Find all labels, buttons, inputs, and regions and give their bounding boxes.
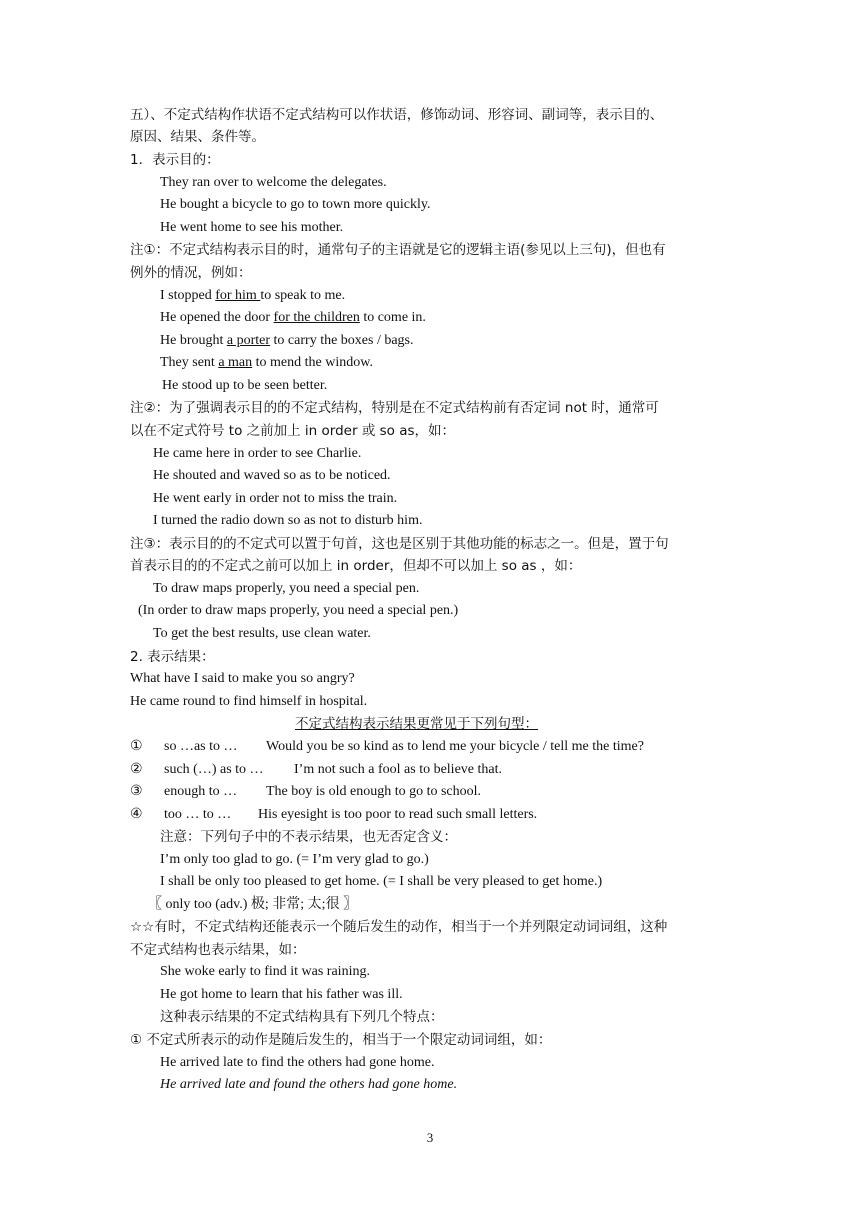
example-sentence: They ran over to welcome the delegates. bbox=[160, 175, 387, 190]
sentence-part: He opened the door bbox=[160, 310, 274, 325]
note-2: 注②：为了强调表示目的的不定式结构，特别是在不定式结构前有否定词 not 时，通常可 bbox=[130, 400, 659, 416]
pattern-example: His eyesight is too poor to read such small letters. bbox=[258, 807, 538, 822]
note-1-cont: 例外的情况，例如： bbox=[130, 265, 252, 281]
vocab-note: 〖 only too (adv.) 极; 非常; 太;很 〗 bbox=[148, 897, 358, 912]
example-sentence: What have I said to make you so angry? bbox=[130, 671, 355, 686]
example-sentence: He shouted and waved so as to be noticed. bbox=[153, 468, 391, 483]
pattern-number: ③ bbox=[130, 784, 143, 799]
star-note: ☆☆有时，不定式结构还能表示一个随后发生的动作，相当于一个并列限定动词词组，这种 bbox=[130, 919, 668, 935]
note-1: 注①：不定式结构表示目的时，通常句子的主语就是它的逻辑主语(参见以上三句)，但也有 bbox=[130, 242, 666, 258]
pattern-number: ② bbox=[130, 762, 143, 777]
sentence-part: He brought bbox=[160, 333, 227, 348]
underlined-subject: for the children bbox=[273, 310, 360, 325]
pattern-form: too … to … bbox=[164, 807, 232, 822]
underlined-subject: a man bbox=[218, 355, 253, 370]
section-heading-cont: 原因、结果、条件等。 bbox=[130, 129, 265, 145]
note-attention: 注意：下列句子中的不表示结果，也无否定含义： bbox=[160, 829, 457, 845]
pattern-form: enough to … bbox=[164, 784, 238, 799]
example-sentence: He came round to find himself in hospital. bbox=[130, 694, 368, 709]
pattern-row bbox=[130, 806, 537, 824]
example-sentence: He bought a bicycle to go to town more quickly. bbox=[160, 197, 431, 212]
example-sentence bbox=[160, 332, 414, 350]
example-sentence: He came here in order to see Charlie. bbox=[153, 446, 362, 461]
pattern-example: I’m not such a fool as to believe that. bbox=[294, 762, 502, 777]
section-heading: 五）、不定式结构作状语不定式结构可以作状语，修饰动词、形容词、副词等，表示目的、 bbox=[130, 107, 664, 123]
pattern-example: The boy is old enough to go to school. bbox=[266, 784, 482, 799]
subheading-purpose: 1．表示目的： bbox=[130, 152, 220, 168]
example-sentence bbox=[160, 287, 345, 305]
pattern-row bbox=[130, 761, 502, 779]
underlined-subject: for him bbox=[215, 288, 261, 303]
pattern-form: such (…) as to … bbox=[164, 762, 264, 777]
example-sentence bbox=[160, 309, 426, 327]
example-sentence: I shall be only too pleased to get home. (= I shall be very pleased to get home.) bbox=[160, 874, 603, 889]
sentence-part: They sent bbox=[160, 355, 219, 370]
example-sentence: He went home to see his mother. bbox=[160, 220, 344, 235]
example-sentence bbox=[160, 354, 373, 372]
pattern-row bbox=[130, 738, 644, 756]
example-sentence: He got home to learn that his father was ill. bbox=[160, 987, 403, 1002]
pattern-heading: 不定式结构表示结果更常见于下列句型： bbox=[295, 716, 538, 732]
pattern-row bbox=[130, 783, 481, 801]
pattern-example: Would you be so kind as to lend me your bicycle / tell me the time? bbox=[266, 739, 644, 754]
feature-1: ① 不定式所表示的动作是随后发生的，相当于一个限定动词词组，如： bbox=[130, 1032, 552, 1048]
note-3-cont: 首表示目的的不定式之前可以加上 in order，但却不可以加上 so as ，如： bbox=[130, 558, 582, 574]
example-sentence: I turned the radio down so as not to disturb him. bbox=[153, 513, 423, 528]
example-sentence: He went early in order not to miss the train. bbox=[153, 491, 398, 506]
underlined-subject: a porter bbox=[226, 333, 271, 348]
example-sentence: She woke early to find it was raining. bbox=[160, 964, 370, 979]
example-sentence: He arrived late to find the others had gone home. bbox=[160, 1055, 435, 1070]
example-sentence: He stood up to be seen better. bbox=[162, 378, 328, 393]
sentence-part: to speak to me. bbox=[260, 288, 346, 303]
feature-intro: 这种表示结果的不定式结构具有下列几个特点： bbox=[160, 1009, 444, 1025]
pattern-form: so …as to … bbox=[164, 739, 238, 754]
subheading-result: 2. 表示结果： bbox=[130, 649, 215, 665]
sentence-part: to come in. bbox=[359, 310, 426, 325]
example-sentence: To draw maps properly, you need a special pen. bbox=[153, 581, 420, 596]
sentence-part: to carry the boxes / bags. bbox=[270, 333, 414, 348]
star-note-cont: 不定式结构也表示结果，如： bbox=[130, 942, 306, 958]
page-number: 3 bbox=[426, 1130, 434, 1145]
sentence-part: to mend the window. bbox=[252, 355, 373, 370]
pattern-number: ① bbox=[130, 739, 143, 754]
note-3: 注③：表示目的的不定式可以置于句首，这也是区别于其他功能的标志之一。但是，置于句 bbox=[130, 536, 669, 552]
sentence-part: I stopped bbox=[160, 288, 216, 303]
example-sentence: (In order to draw maps properly, you need a special pen.) bbox=[138, 603, 459, 618]
pattern-number: ④ bbox=[130, 807, 143, 822]
example-sentence: To get the best results, use clean water. bbox=[153, 626, 371, 641]
note-2-cont: 以在不定式符号 to 之前加上 in order 或 so as，如： bbox=[130, 423, 455, 439]
example-sentence: I’m only too glad to go. (= I’m very glad to go.) bbox=[160, 852, 429, 867]
example-sentence-italic: He arrived late and found the others had gone home. bbox=[160, 1077, 458, 1092]
